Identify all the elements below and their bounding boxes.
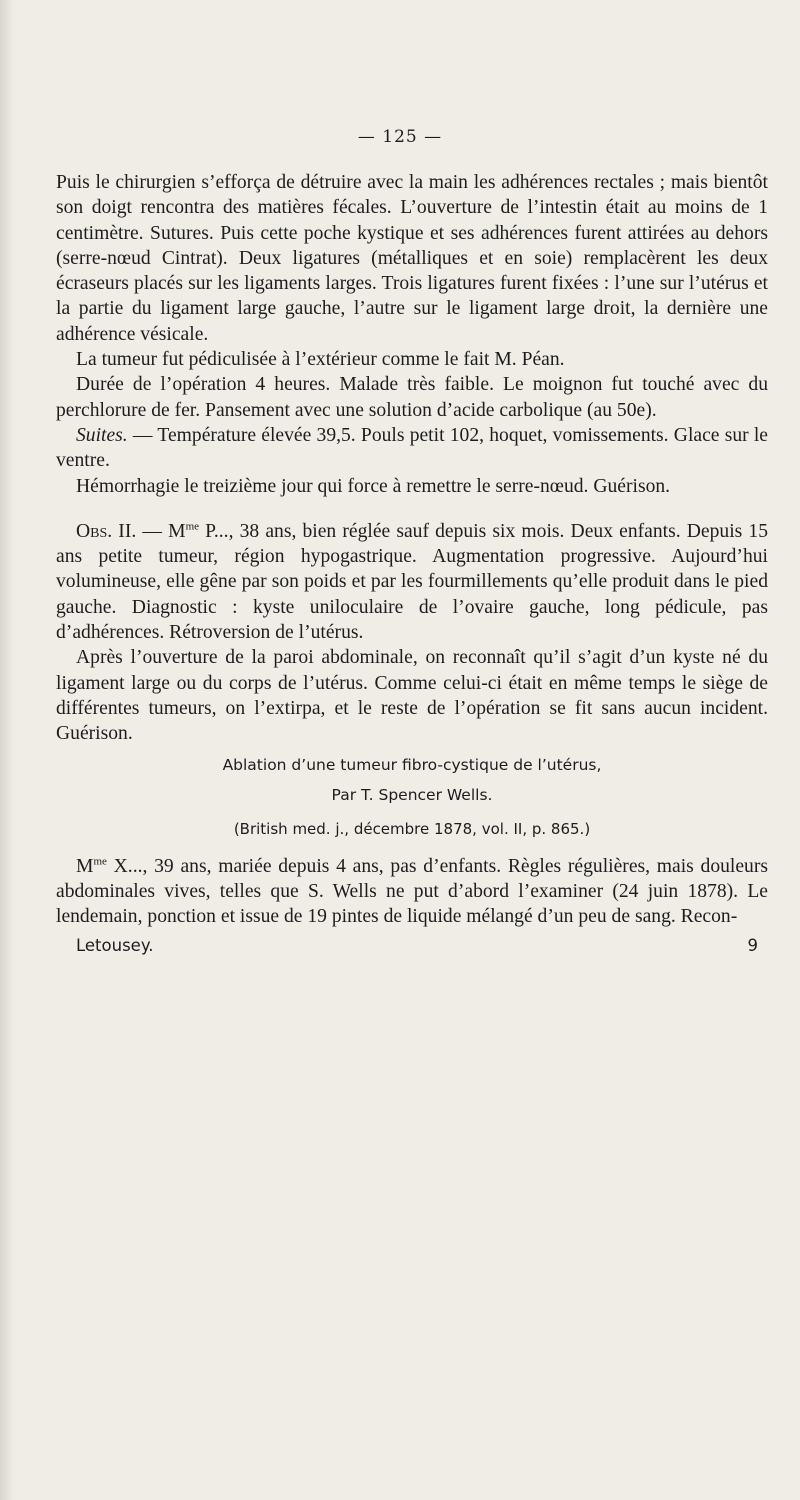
section-reference: (British med. j., décembre 1878, vol. II, p. 865.) [233,819,591,838]
obs1-paragraph-3-text: Durée de l’opération 4 heures. Malade très faible. Le moignon fut touché avec du perchlorure de fer. Pansement avec une solution d’acide carbolique (au 50e). [56,374,768,421]
printer-name: Letousey. [76,935,154,955]
mme-sup-2: me [93,855,107,868]
page-number: — 125 — [357,127,443,147]
obs1-paragraph-2: La tumeur fut pédiculisée à l’extérieur comme le fait M. Péan. [76,349,565,371]
section-author: Par T. Spencer Wells. [331,785,493,804]
suites-label: Suites. [76,424,128,446]
obs3-paragraph-1: $M^{me}$ X..., 39 ans, mariée depuis 4 ans, pas d’enfants. Règles régulières, mais douleurs abdominales vives, telles que S. Wells ne put d’abord l’examiner (24 juin 1878). Le lendemain, ponction et issue de 19 pintes de liquide mélangé d’un peu de sang. Recon- [56,855,769,928]
suites-text: — Température élevée 39,5. Pouls petit 102, hoquet, vomissements. Glace sur le ventre. [56,424,768,472]
obs2-paragraph-2: Après l’ouverture de la paroi abdominale, on reconnaît qu’il s’agit d’un kyste né du ligament large ou du corps de l’utérus. Comme celui-ci était en même temps le siège de différentes tumeurs, on l’extirpa, et le reste de l’opération se fit sans aucun incident. Guérison. [56,647,768,745]
obs2-paragraph-1-text: P..., 38 ans, bien réglée sauf depuis six mois. Deux enfants. Depuis 15 ans petite tumeur, région hypogastrique. Augmentation progressive. Aujourd’hui volumineuse, elle gêne par son poids et par les fourmillements qu’elle produit dans le pied gauche. Diagnostic : kyste uniloculaire de l’ovaire gauche, long pédicule, pas d’adhérences. Rétroversion de l’utérus. [56,520,768,644]
page-footer [56,933,768,958]
obs1-paragraph-1: Puis le chirurgien s’efforça de détruire avec la main les adhérences rectales ; mais bientôt son doigt rencontra des matières fécales. L’ouverture de l’intestin était au moins de 1 centimètre. Sutures. Puis cette poche kystique et ses adhérences furent attirées au dehors (serre-nœud Cintrat). Deux ligatures (métalliques et en soie) remplacèrent les deux écraseurs placés sur les ligaments larges. Trois ligatures furent fixées : l’une sur l’utérus et la partie du ligament large gauche, l’autre sur le ligament large droit, la dernière une adhérence vésicale. [56,172,768,345]
section-gap [56,499,768,519]
page-body [56,170,768,958]
obs2-label: Obs. II. [76,520,137,542]
mme-sup: me [185,520,200,533]
obs3-paragraph-1-text: X..., 39 ans, mariée depuis 4 ans, pas d’enfants. Règles régulières, mais douleurs abdominales vives, telles que S. Wells ne put d’abord l’examiner (24 juin 1878). Le lendemain, ponction et issue de 19 pintes de liquide mélangé d’un peu de sang. Recon- [56,855,769,928]
obs1-paragraph-4 [56,423,768,474]
obs1-paragraph-3 [56,372,768,423]
page-edge-shadow [0,0,14,1500]
obs1-paragraph-5: Hémorrhagie le treizième jour qui force à remettre le serre-nœud. Guérison. [76,475,671,497]
signature-mark: 9 [747,935,758,955]
obs2-paragraph-1: Obs. II. — $M^{me}$ P..., 38 ans, bien réglée sauf depuis six mois. Deux enfants. Depuis 15 ans petite tumeur, région hypogastrique. Augmentation progressive. Aujourd’hui volumineuse, elle gêne par son poids et par les fourmillements qu’elle produit dans le pied gauche. Diagnostic : kyste uniloculaire de l’ovaire gauche, long pédicule, pas d’adhérences. Rétroversion de l’utérus. [56,520,768,644]
section-title: Ablation d’une tumeur fibro-cystique de l’utérus, [222,755,602,774]
